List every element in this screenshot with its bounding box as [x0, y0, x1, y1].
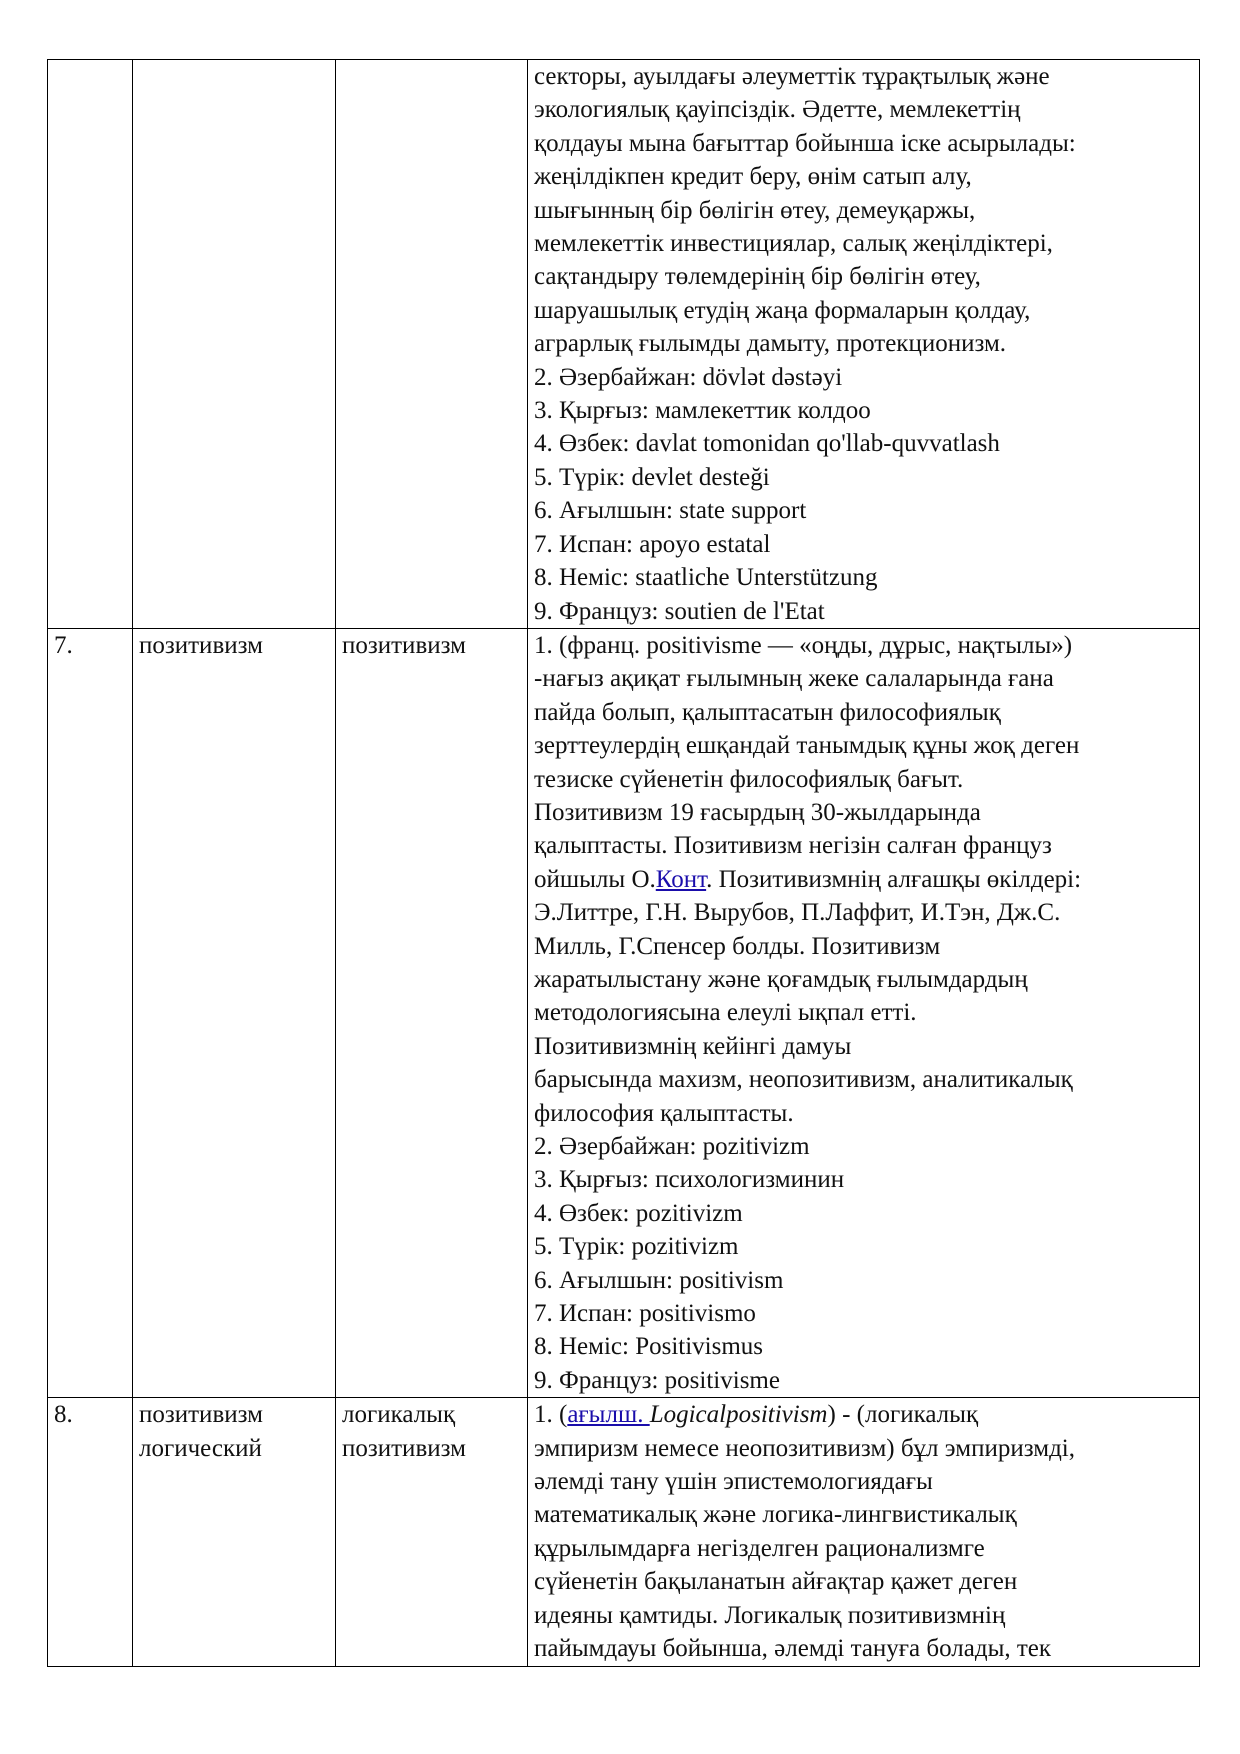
kazakh-term-line: логикалық — [342, 1401, 456, 1429]
kazakh-term-line: позитивизм — [342, 1434, 466, 1462]
definition-line: идеяны қамтиды. Логикалық позитивизмнің — [534, 1601, 1006, 1629]
definition — [528, 628, 1200, 1397]
definition-line: тезиске сүйенетін философиялық бағыт. — [534, 765, 964, 793]
definition-line: әлемді тану үшін эпистемологиядағы — [534, 1468, 933, 1496]
text-segment: ойшылы О. — [534, 865, 656, 893]
table-row — [48, 60, 1200, 629]
definition-line: 2. Әзербайжан: pozitivizm — [534, 1133, 810, 1160]
russian-term — [133, 1398, 336, 1666]
russian-term-line: логический — [139, 1434, 262, 1462]
definition-line: мемлекеттік инвестициялар, салық жеңілдіктері, — [534, 230, 1053, 258]
russian-term-line: позитивизм — [139, 631, 263, 659]
definition-line: Э.Литтре, Г.Н. Вырубов, П.Лаффит, И.Тэн, Дж.С. — [534, 899, 1061, 927]
definition-line: жаратылыстану және қоғамдық ғылымдардың — [534, 965, 1028, 993]
definition-line: 8. Неміс: staatliche Unterstützung — [534, 564, 878, 592]
definition-line: 8. Неміс: Positivismus — [534, 1333, 764, 1361]
definition-line: математикалық және логика-лингвистикалық — [534, 1501, 1017, 1529]
definition-line: жеңілдікпен кредит беру, өнім сатып алу, — [534, 163, 972, 191]
definition-line: секторы, ауылдағы әлеуметтік тұрақтылық және — [534, 63, 1050, 90]
table-row — [48, 628, 1200, 1397]
definition-line: қалыптасты. Позитивизм негізін салған француз — [534, 832, 1052, 860]
italic-term: Logicalpositivism — [649, 1401, 828, 1429]
definition-line: 1. (франц. positivisme — «оңды, дұрыс, нақтылы») — [534, 631, 1073, 659]
definition-line: Позитивизмнің кейінгі дамуы — [534, 1032, 852, 1060]
text-segment: 1. ( — [534, 1401, 568, 1429]
definition-line: 7. Испан: apoyo estatal — [534, 530, 771, 558]
row-number: 8. — [48, 1398, 133, 1666]
definition-line: 7. Испан: positivismo — [534, 1300, 756, 1328]
glossary-table — [47, 59, 1200, 1667]
definition-line — [534, 863, 1193, 896]
definition-line: -нағыз ақиқат ғылымның жеке салаларында ғана — [534, 665, 1054, 693]
table-row — [48, 1398, 1200, 1666]
reference-link[interactable]: Конт — [655, 865, 707, 893]
definition-line: 6. Ағылшын: positivism — [534, 1266, 784, 1294]
definition-line: аграрлық ғылымды дамыту, протекционизм. — [534, 330, 1007, 358]
text-segment: ) - (логикалық — [827, 1401, 979, 1429]
definition-line: экологиялық қауіпсіздік. Әдетте, мемлекеттің — [534, 96, 1021, 124]
definition-line: зерттеулердің ешқандай танымдық құны жоқ деген — [534, 732, 1080, 760]
definition-line: пайда болып, қалыптасатын философиялық — [534, 698, 1001, 726]
kazakh-term — [336, 628, 528, 1397]
definition-line: эмпиризм немесе неопозитивизм) бұл эмпиризмді, — [534, 1434, 1076, 1462]
definition-line: барысында махизм, неопозитивизм, аналитикалық — [534, 1066, 1073, 1094]
kazakh-term-line: позитивизм — [342, 631, 466, 659]
definition-line: шаруашылық етудің жаңа формаларын қолдау, — [534, 296, 1031, 324]
definition-line: Позитивизм 19 ғасырдың 30-жылдарында — [534, 798, 981, 826]
definition-line: қолдауы мына бағыттар бойынша іске асырылады: — [534, 129, 1076, 157]
definition — [528, 60, 1200, 629]
definition-line: 9. Француз: soutien de l'Etat — [534, 597, 825, 625]
reference-link[interactable]: ағылш. — [567, 1401, 650, 1429]
definition-line: философия қалыптасты. — [534, 1099, 794, 1127]
russian-term — [133, 60, 336, 629]
definition-line: 3. Қырғыз: мамлекеттик колдоо — [534, 397, 871, 425]
definition-line: 2. Әзербайжан: dövlət dəstəyi — [534, 363, 843, 391]
definition-line: шығынның бір бөлігін өтеу, демеуқаржы, — [534, 196, 976, 224]
definition-line: Милль, Г.Спенсер болды. Позитивизм — [534, 932, 941, 960]
definition-line: 5. Түрік: pozitivizm — [534, 1233, 739, 1261]
kazakh-term — [336, 60, 528, 629]
definition-line: сақтандыру төлемдерінің бір бөлігін өтеу, — [534, 263, 981, 291]
glossary-table-body — [48, 60, 1200, 1667]
definition-line — [534, 1398, 1193, 1431]
russian-term — [133, 628, 336, 1397]
definition-line: пайымдауы бойынша, әлемді тануға болады, тек — [534, 1635, 1052, 1663]
row-number: 7. — [48, 628, 133, 1397]
definition-line: 4. Өзбек: davlat tomonidan qo'llab-quvvatlash — [534, 430, 1000, 458]
definition-line: 9. Француз: positivisme — [534, 1366, 780, 1394]
definition-line: 3. Қырғыз: психологизминин — [534, 1166, 845, 1194]
kazakh-term — [336, 1398, 528, 1666]
definition-line: 6. Ағылшын: state support — [534, 497, 807, 525]
text-segment: . Позитивизмнің алғашқы өкілдері: — [706, 865, 1082, 893]
definition-line: 4. Өзбек: pozitivizm — [534, 1199, 743, 1227]
definition — [528, 1398, 1200, 1666]
definition-line: сүйенетін бақыланатын айғақтар қажет деген — [534, 1568, 1018, 1596]
definition-line: 5. Түрік: devlet desteği — [534, 463, 770, 491]
definition-line: методологиясына елеулі ықпал етті. — [534, 999, 917, 1027]
russian-term-line: позитивизм — [139, 1401, 263, 1429]
row-number — [48, 60, 133, 629]
definition-line: құрылымдарға негізделген рационализмге — [534, 1534, 985, 1562]
